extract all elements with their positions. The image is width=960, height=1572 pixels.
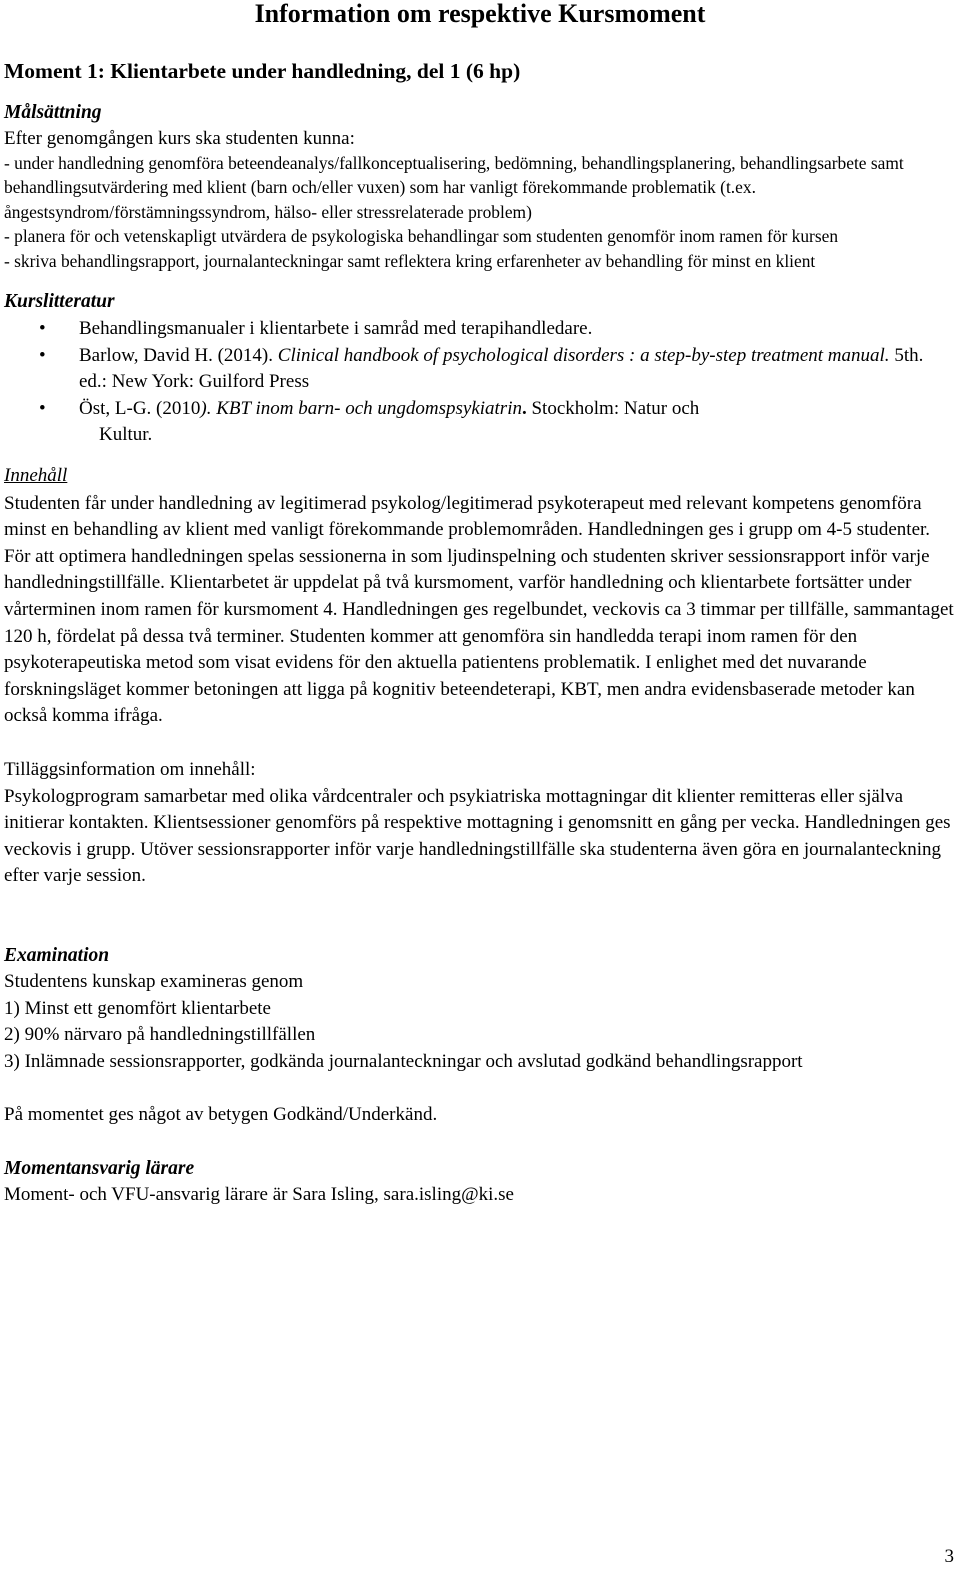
examination-grading: På momentet ges något av betygen Godkänd/Underkänd. [4, 1104, 438, 1126]
momentansvarig-text: Moment- och VFU-ansvarig lärare är Sara Isling, sara.isling@ki.se [4, 1183, 514, 1205]
document-page [4, 0, 956, 1208]
examination-intro: Studentens kunskap examineras genom [4, 970, 304, 992]
kurslitteratur-heading: Kurslitteratur [4, 291, 115, 313]
examination-heading: Examination [4, 944, 110, 966]
innehall-heading: Innehåll [4, 465, 68, 486]
examination-item: 1) Minst ett genomfört klientarbete [4, 997, 271, 1019]
examination-item: 2) 90% närvaro på handledningstillfällen [4, 1024, 316, 1046]
malsattning-goals [4, 151, 956, 273]
innehall-section [4, 463, 956, 730]
bullet-icon: • [39, 397, 46, 419]
tillagg-text: Psykologprogram samarbetar med olika vårdcentraler och psykiatriska mottagningar dit klienter remitteras eller själva initierar kontakten. Klientsessioner genomförs på respektive mottagning i genomsnitt en gång per vecka. Handledningen ges veckovis i grupp. Utöver sessionsrapporter inför varje handledningstillfälle ska studenterna även göra en journalanteckning efter varje session. [4, 785, 951, 887]
examination-item: 3) Inlämnade sessionsrapporter, godkända journalanteckningar och avslutad godkänd behandlingsrapport [4, 1050, 803, 1072]
literature-item [4, 316, 956, 343]
kurslitteratur-section [4, 289, 956, 449]
tillagg-heading: Tilläggsinformation om innehåll: [4, 758, 256, 780]
page-number: 3 [944, 1546, 954, 1567]
malsattning-heading: Målsättning [4, 102, 102, 123]
tillagg-section [4, 757, 956, 890]
momentansvarig-section [4, 1156, 956, 1209]
goal-item: - under handledning genomföra beteendeanalys/fallkonceptualisering, bedömning, behandlingsplanering, behandlingsarbete samt behandlingsutvärdering med klient (barn och/eller vuxen) som har vanligt förekommande problematik (t.ex. ångestsyndrom/förstämningssyndrom, hälso- eller stressrelaterade problem) [4, 153, 904, 222]
goal-item: - planera för och vetenskapligt utvärdera de psykologiska behandlingar som studenten genomför inom ramen för kursen [4, 226, 839, 247]
literature-period: . [521, 397, 527, 419]
page-title: Information om respektive Kursmoment [254, 0, 706, 28]
innehall-text: Studenten får under handledning av legitimerad psykolog/legitimerad psykoterapeut med relevant kompetens genomföra minst en behandling av klient med vanligt förekommande problemområden. Handledningen ges i grupp om 4-5 studenter. För att optimera handledningen spelas sessionerna in som ljudinspelning och studenten skriver sessionsrapport inför varje handledningstillfälle. Klientarbetet är uppdelat på två kursmoment, varför handledning och klientarbete fortsätter under vårterminen inom ramen för kursmoment 4. Handledningen ges regelbundet, veckovis ca 3 timmar per tillfälle, sammantaget 120 h, fördelat på dessa två terminer. Studenten kommer att genomföra sin handledda terapi inom ramen för den psykoterapeutiska metod som visat evidens för den aktuella patientens problematik. I enlighet med det nuvarande forskningsläget kommer betoningen att ligga på kognitiv beteendeterapi, KBT, men andra evidensbaserade metoder kan också komma ifråga. [4, 492, 954, 727]
literature-title: ). KBT inom barn- och ungdomspsykiatrin [200, 397, 522, 419]
literature-continuation: Kultur. [99, 424, 153, 446]
bullet-icon: • [39, 318, 46, 340]
literature-title: Clinical handbook of psychological disorders : a step-by-step treatment manual. [277, 344, 890, 366]
literature-item [4, 343, 956, 396]
examination-section [4, 943, 956, 1129]
goal-item: - skriva behandlingsrapport, journalanteckningar samt reflektera kring erfarenheter av behandling för minst en klient [4, 250, 816, 271]
literature-text: Behandlingsmanualer i klientarbete i samråd med terapihandledare. [79, 318, 593, 340]
malsattning-intro: Efter genomgången kurs ska studenten kunna: [4, 128, 355, 149]
literature-list [4, 316, 956, 449]
literature-item [4, 396, 956, 449]
moment-heading: Moment 1: Klientarbete under handledning, del 1 (6 hp) [4, 59, 521, 83]
momentansvarig-heading: Momentansvarig lärare [4, 1157, 195, 1179]
bullet-icon: • [39, 344, 46, 366]
literature-author: Öst, L-G. (2010 [79, 397, 201, 419]
literature-publisher: Stockholm: Natur och [526, 397, 700, 419]
literature-publisher: 5th. ed.: New York: Guilford Press [79, 344, 924, 393]
literature-author: Barlow, David H. (2014). [79, 344, 278, 366]
malsattning-section [4, 100, 956, 273]
